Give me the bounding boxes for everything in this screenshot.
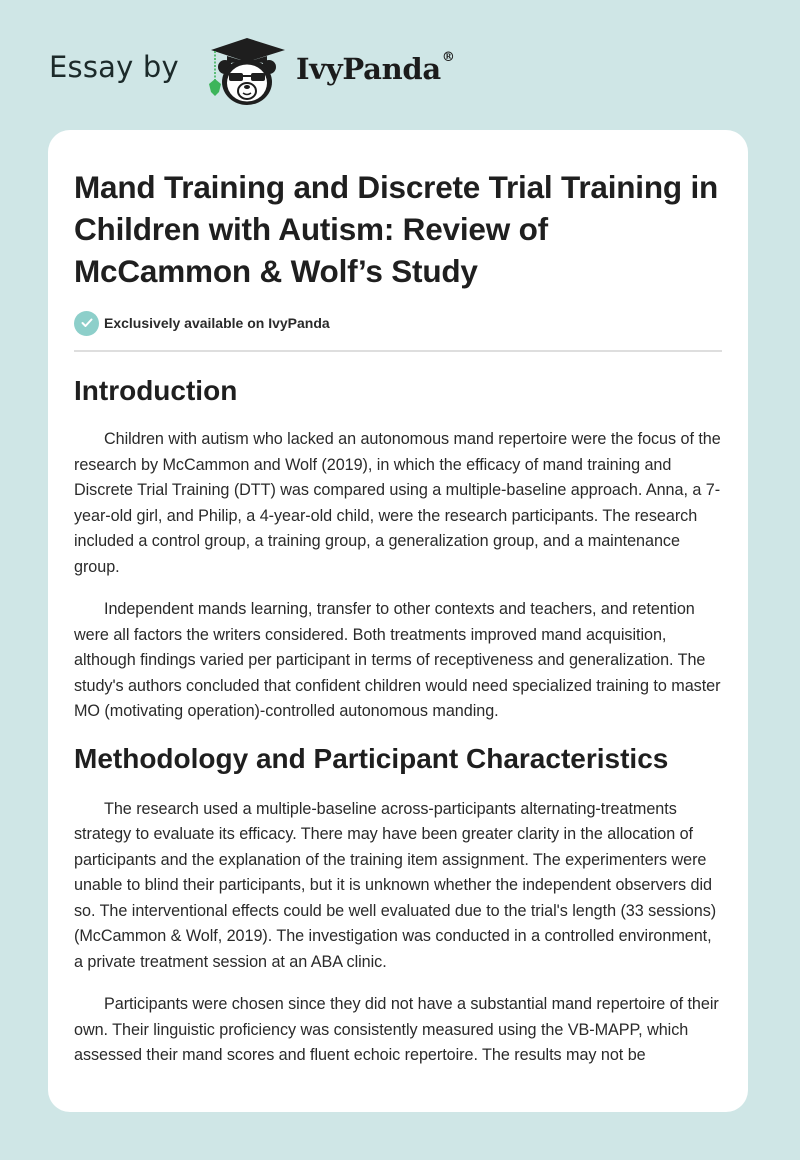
essay-by-label: Essay by [49,50,179,84]
site-header [0,0,800,130]
brand-label: IvyPanda [296,52,441,86]
paragraph: Children with autism who lacked an autonomous mand repertoire were the focus of the research by McCammon and Wolf (2019), in which the efficacy of mand training and Discrete Trial Training (DTT) was compared using a multiple-baseline approach. Anna, a 7-year-old girl, and Philip, a 4-year-old child, were the research participants. The research included a control group, a training group, a generalization group, and a maintenance group. [74,430,721,576]
paragraph: The research used a multiple-baseline across-participants alternating-treatments strategy to evaluate its efficacy. There may have been greater clarity in the allocation of participants and the explanation of the training item assignment. The experimenters were unable to blind their participants, but it is unknown whether the independent observers did so. The interventional effects could be well evaluated due to the trial's length (33 sessions) (McCammon & Wolf, 2019). The investigation was conducted in a controlled environment, a private treatment session at an ABA clinic. [74,799,717,971]
essay-title: Mand Training and Discrete Trial Training in Children with Autism: Review of McCammon & Wolf’s Study [74,169,719,289]
panda-graduation-cap-icon[interactable] [203,36,291,108]
paragraph: Independent mands learning, transfer to other contexts and teachers, and retention were all factors the writers considered. Both treatments improved mand acquisition, although findings varied per participant in terms of receptiveness and generalization. The study's authors concluded that confident children would need specialized training to master MO (motivating operation)-controlled autonomous manding. [74,600,721,720]
registered-mark: ® [441,50,455,65]
exclusive-badge [74,310,724,336]
check-circle-icon [74,311,99,336]
section-heading-introduction: Introduction [74,375,238,406]
paragraph: Participants were chosen since they did not have a substantial mand repertoire of their own. Their linguistic proficiency was consistently measured using the VB-MAPP, which assessed their mand scores and fluent echoic repertoire. The results may not be [74,995,719,1064]
badge-text: Exclusively available on IvyPanda [104,315,330,331]
section-heading-methodology: Methodology and Participant Characteristics [74,742,669,774]
title-divider [74,350,722,352]
essay-card [48,130,748,1112]
essay-content [74,166,724,1069]
brand-name[interactable] [296,52,455,86]
